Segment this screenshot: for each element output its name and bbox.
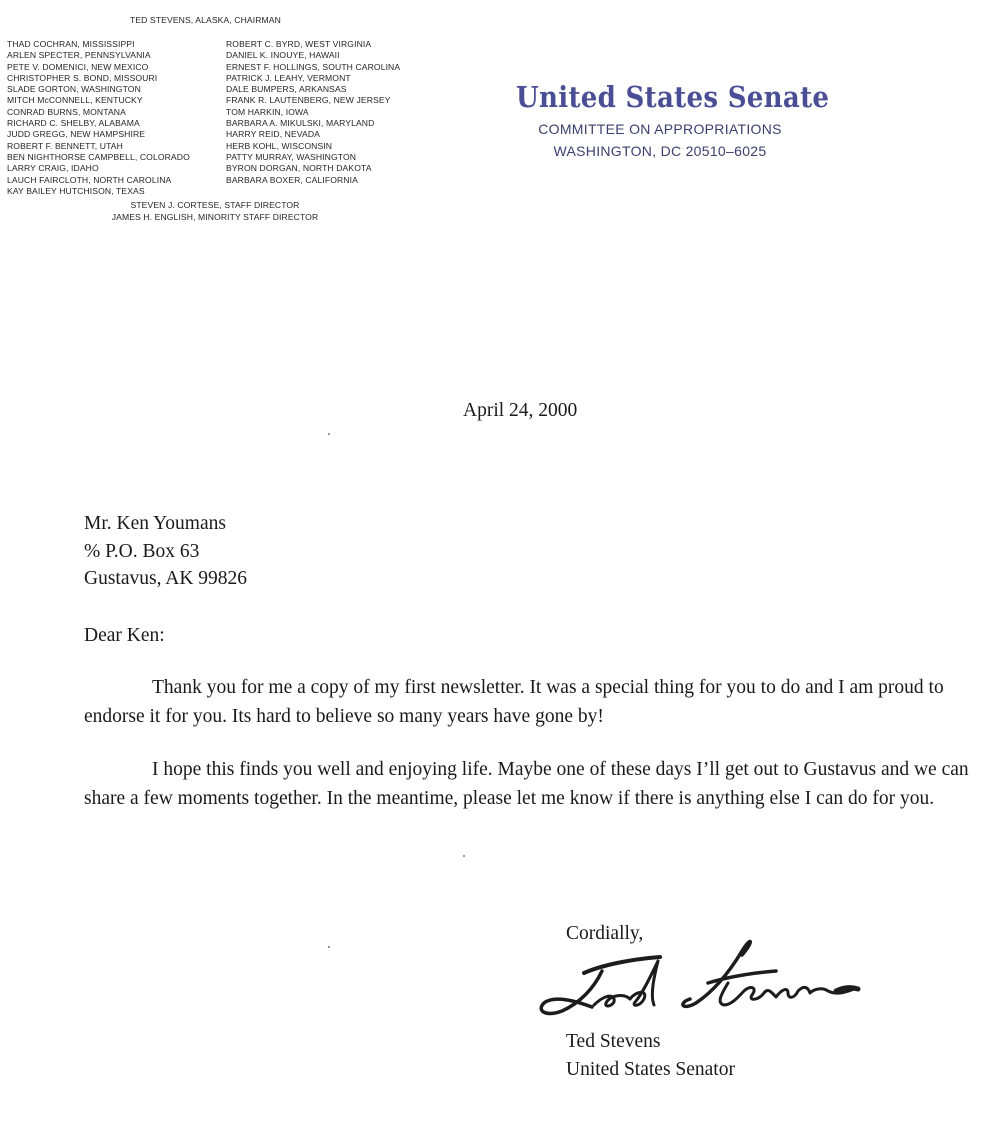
- member-name: TOM HARKIN, IOWA: [226, 106, 309, 117]
- handwritten-signature: [532, 933, 862, 1028]
- member-name: BYRON DORGAN, NORTH DAKOTA: [226, 163, 372, 174]
- member-name: RICHARD C. SHELBY, ALABAMA: [7, 118, 140, 129]
- senate-letterhead: [500, 78, 830, 162]
- committee-name: COMMITTEE ON APPROPRIATIONS: [538, 121, 782, 137]
- member-name: HARRY REID, NEVADA: [226, 129, 320, 140]
- member-name: DANIEL K. INOUYE, HAWAII: [226, 50, 340, 61]
- member-name: BARBARA BOXER, CALIFORNIA: [226, 174, 358, 185]
- member-name: MITCH McCONNELL, KENTUCKY: [7, 95, 143, 106]
- body-paragraph: Thank you for me a copy of my first newsletter. It was a special thing for you to do and I am proud to endorse it for you. Its hard to believe so many years have gone by!: [84, 677, 944, 727]
- member-name: THAD COCHRAN, MISSISSIPPI: [7, 39, 135, 49]
- signer-block: [566, 1028, 735, 1083]
- member-name: JUDD GREGG, NEW HAMPSHIRE: [7, 129, 146, 140]
- member-name: LARRY CRAIG, IDAHO: [7, 163, 99, 174]
- recipient-city: Gustavus, AK 99826: [84, 568, 248, 589]
- member-name: FRANK R. LAUTENBERG, NEW JERSEY: [226, 95, 391, 106]
- member-name: CONRAD BURNS, MONTANA: [7, 106, 126, 117]
- member-name: ROBERT F. BENNETT, UTAH: [7, 140, 123, 151]
- majority-members-column: [7, 39, 190, 197]
- member-name: PETE V. DOMENICI, NEW MEXICO: [7, 61, 149, 72]
- recipient-street: % P.O. Box 63: [84, 540, 200, 562]
- paper-speck: [328, 946, 330, 948]
- member-name: PATTY MURRAY, WASHINGTON: [226, 151, 357, 162]
- senate-title: United States Senate: [516, 80, 830, 114]
- recipient-name: Mr. Ken Youmans: [84, 513, 226, 534]
- letter-date: April 24, 2000: [463, 400, 578, 421]
- staff-director: STEVEN J. CORTESE, STAFF DIRECTOR: [130, 200, 300, 210]
- member-name: BEN NIGHTHORSE CAMPBELL, COLORADO: [7, 151, 190, 162]
- member-name: SLADE GORTON, WASHINGTON: [7, 84, 141, 95]
- member-name: HERB KOHL, WISCONSIN: [226, 140, 333, 151]
- paper-speck: [328, 433, 330, 435]
- member-name: PATRICK J. LEAHY, VERMONT: [226, 72, 351, 83]
- recipient-address: [84, 510, 247, 593]
- committee-chairman: TED STEVENS, ALASKA, CHAIRMAN: [130, 15, 281, 25]
- salutation: Dear Ken:: [84, 625, 165, 646]
- committee-address: WASHINGTON, DC 20510–6025: [553, 143, 767, 159]
- minority-members-column: [226, 39, 400, 186]
- signer-title: United States Senator: [566, 1058, 735, 1080]
- minority-staff-director: JAMES H. ENGLISH, MINORITY STAFF DIRECTOR: [111, 211, 319, 222]
- member-name: LAUCH FAIRCLOTH, NORTH CAROLINA: [7, 174, 172, 185]
- member-name: CHRISTOPHER S. BOND, MISSOURI: [7, 72, 158, 83]
- member-name: ERNEST F. HOLLINGS, SOUTH CAROLINA: [226, 61, 401, 72]
- body-paragraph: I hope this finds you well and enjoying life. Maybe one of these days I’ll get out to Gustavus and we can share a few moments together. In the meantime, please let me know if there is anything else I can do for you.: [84, 759, 969, 809]
- closing: Cordially,: [566, 923, 644, 944]
- paper-speck: [463, 855, 465, 857]
- staff-directors: [0, 200, 430, 223]
- member-name: ROBERT C. BYRD, WEST VIRGINIA: [226, 39, 372, 49]
- member-name: KAY BAILEY HUTCHISON, TEXAS: [7, 185, 145, 196]
- member-name: DALE BUMPERS, ARKANSAS: [226, 84, 347, 95]
- member-name: BARBARA A. MIKULSKI, MARYLAND: [226, 118, 375, 129]
- member-name: ARLEN SPECTER, PENNSYLVANIA: [7, 50, 151, 61]
- signer-name: Ted Stevens: [566, 1031, 661, 1052]
